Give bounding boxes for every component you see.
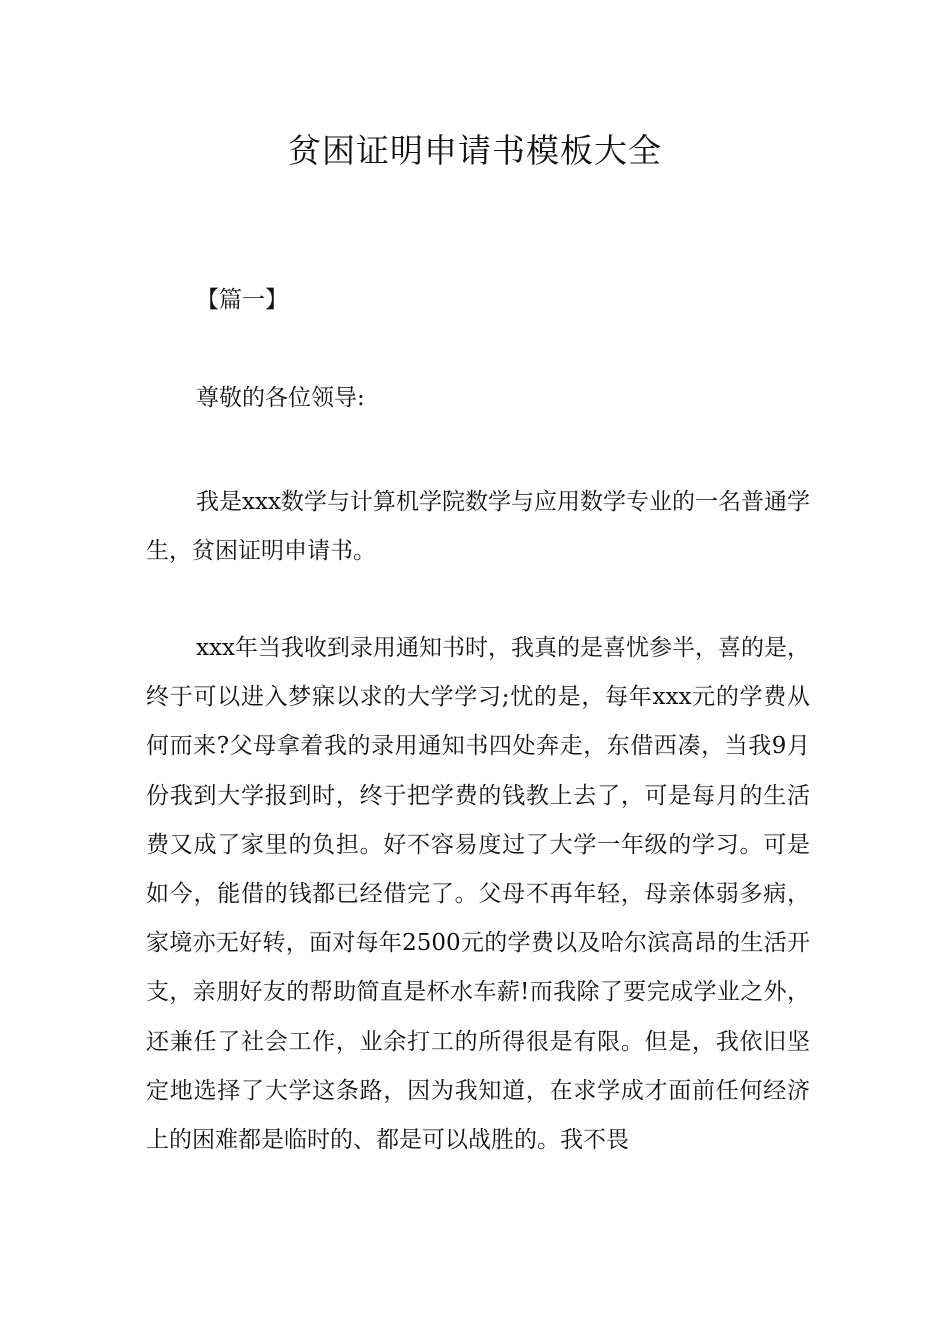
body-paragraph: 我是xxx数学与计算机学院数学与应用数学专业的一名普通学生，贫困证明申请书。 (146, 489, 810, 565)
document-title: 贫困证明申请书模板大全 (288, 131, 662, 170)
section-label: 【篇一】 (196, 287, 288, 313)
body-paragraph: xxx年当我收到录用通知书时，我真的是喜忧参半，喜的是，终于可以进入梦寐以求的大学学习;忧的是，每年xxx元的学费从何而来?父母拿着我的录用通知书四处奔走，东借西凑，当我9月份我到大学报到时，终于把学费的钱教上去了，可是每月的生活费又成了家里的负担。好不容易度过了大学一年级的学习。可是如今，能借的钱都已经借完了。父母不再年轻，母亲体弱多病，家境亦无好转，面对每年2500元的学费以及哈尔滨高昂的生活开支，亲朋好友的帮助简直是杯水车薪!而我除了要完成学业之外，还兼任了社会工作，业余打工的所得很是有限。但是，我依旧坚定地选择了大学这条路，因为我知道，在求学成才面前任何经济上的困难都是临时的、都是可以战胜的。我不畏 (146, 635, 810, 1154)
salutation: 尊敬的各位领导: (196, 385, 365, 411)
